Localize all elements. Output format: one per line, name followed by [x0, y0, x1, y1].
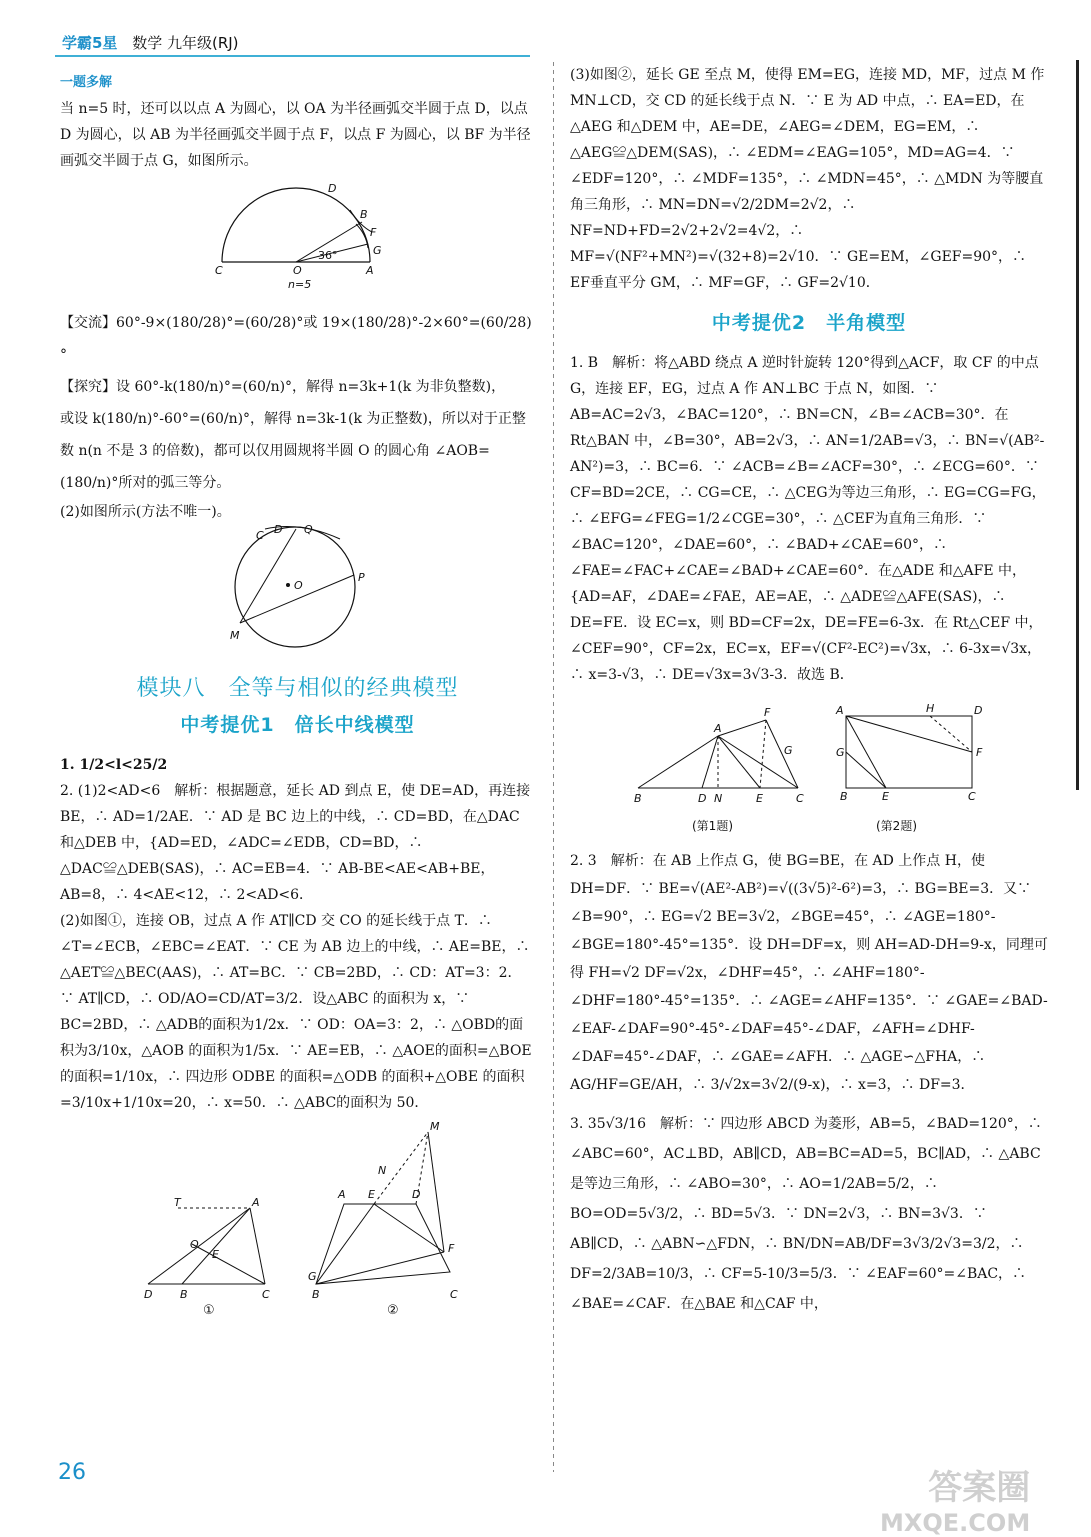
- svg-text:B: B: [840, 790, 848, 803]
- left-q1: 1. 1/2<l<25/2: [60, 757, 168, 773]
- circle-figure: [60, 525, 535, 655]
- svg-text:G: G: [373, 244, 382, 257]
- svg-text:A: A: [366, 264, 374, 277]
- svg-text:C: C: [450, 1288, 458, 1301]
- left-jiaoliu: 【交流】60°-9×(180/28)°=(60/28)°或 19×(180/28)°-2×60°=(60/28)°: [60, 315, 532, 363]
- svg-text:E: E: [882, 790, 889, 803]
- svg-text:M: M: [430, 1120, 440, 1133]
- svg-text:O: O: [190, 1238, 199, 1251]
- svg-text:C: C: [215, 264, 223, 277]
- left-q2a: 2. (1)2<AD<6 解析：根据题意，延长 AD 到点 E，使 DE=AD，再连接 BE，∴ AD=1/2AE．∵ AD 是 BC 边上的中线，∴ CD=BD，在△DAC 和△DEB 中，{AD=ED，∠ADC=∠EDB，CD=BD，∴ △DAC≌△DEB(SAS)，∴ AC=EB=4．∵ AB-BE<AE<AB+BE，AB=8，∴ 4<AE<12，∴ 2<AD<6．: [60, 783, 531, 903]
- svg-text:P: P: [358, 571, 365, 584]
- svg-text:A: A: [338, 1188, 346, 1201]
- svg-text:O: O: [294, 579, 303, 592]
- svg-text:D: D: [412, 1188, 421, 1201]
- svg-text:F: F: [448, 1242, 455, 1255]
- svg-text:C: C: [256, 529, 264, 542]
- svg-text:B: B: [634, 792, 642, 805]
- fig-caption-2: ②: [387, 1303, 399, 1318]
- watermark: [880, 1460, 1030, 1537]
- svg-text:E: E: [212, 1248, 219, 1261]
- svg-text:F: F: [370, 226, 377, 239]
- section-title-2: 中考提优2 半角模型: [711, 312, 907, 334]
- svg-text:F: F: [976, 746, 983, 759]
- svg-text:F: F: [764, 706, 771, 719]
- right-q3: 3. 35√3/16 解析：∵ 四边形 ABCD 为菱形，AB=5，∠BAD=120°，∴ ∠ABC=60°，AC⊥BD，AB∥CD，AB=BC=AD=5，BC∥AD，∴ △ABC是等边三角形，∴ ∠ABO=30°，∴ AO=1/2AB=5/2，∴ BO=OD=5√3/2，∴ BD=5√3．∵ DN=2√3，∴ BN=3√3．∵ AB∥CD，∴ △ABN∽△FDN，∴ BN/DN=AB/DF=3√3/2√3=3/2，∴ DF=2/3AB=10/3，∴ CF=5-10/3=5/3．∵ ∠EAF=60°=∠BAC，∴ ∠BAE=∠CAF．在△BAE 和△CAF 中，: [570, 1116, 1042, 1312]
- svg-text:G: G: [308, 1270, 317, 1283]
- right-p3: (3)如图②，延长 GE 至点 M，使得 EM=EG，连接 MD，MF，过点 M 作 MN⊥CD，交 CD 的延长线于点 N．∵ E 为 AD 中点，∴ EA=ED，在△AEG 和△DEM 中，AE=DE，∠AEG=∠DEM，EG=EM，∴ △AEG≌△DEM(SAS)，∴ ∠EDM=∠EAG=105°，MD=AG=4．∵ ∠EDF=120°，∴ ∠MDF=135°，∴ ∠MDN=45°，∴ △MDN 为等腰直角三角形，∴ MN=DN=√2/2DM=2√2，∴ NF=ND+FD=2√2+2√2=4√2，∴ MF=√(NF²+MN²)=√(32+8)=2√10．∵ GE=EM，∠GEF=90°，∴ EF垂直平分 GM，∴ MF=GF，∴ GF=2√10．: [570, 67, 1045, 291]
- subject-label: 数学 九年级(RJ): [132, 34, 239, 52]
- svg-text:D: D: [974, 704, 983, 717]
- svg-text:D: D: [144, 1288, 153, 1301]
- svg-text:M: M: [230, 629, 240, 642]
- svg-text:D: D: [698, 792, 707, 805]
- left-p1: 当 n=5 时，还可以以点 A 为圆心，以 OA 为半径画弧交半圆于点 D，以点 D 为圆心，以 AB 为半径画弧交半圆于点 F，以点 F 为圆心，以 BF 为半径画弧交半圆于点 G，如图所示。: [60, 101, 531, 169]
- svg-text:C: C: [262, 1288, 270, 1301]
- fig1-caption: n=5: [288, 278, 312, 291]
- page-header: [62, 32, 239, 53]
- header-rule: [55, 55, 530, 57]
- svg-text:Q: Q: [304, 523, 313, 536]
- left-tanjiu-1: 【探究】设 60°-k(180/n)°=(60/n)°，解得 n=3k+1(k 为非负整数)，: [60, 379, 506, 395]
- tip-tag: 一题多解: [60, 75, 113, 90]
- left-part2: (2)如图所示(方法不唯一)。: [60, 504, 231, 520]
- svg-text:B: B: [180, 1288, 188, 1301]
- svg-text:A: A: [714, 722, 722, 735]
- svg-text:G: G: [784, 744, 793, 757]
- svg-text:T: T: [174, 1196, 181, 1209]
- left-tanjiu-2: 或设 k(180/n)°-60°=(60/n)°，解得 n=3k-1(k 为正整数)，所以对于正整数 n(n 不是 3 的倍数)，都可以仅用圆规将半圆 O 的圆心角 ∠AOB=(180/n)°所对的弧三等分。: [60, 411, 526, 491]
- watermark-line-1: 答案圈: [928, 1468, 1031, 1508]
- brand-logo: 学霸5星: [62, 34, 118, 52]
- svg-text:C: C: [968, 790, 976, 803]
- right-column: [570, 62, 1048, 1319]
- svg-text:G: G: [836, 746, 845, 759]
- svg-text:A: A: [836, 704, 844, 717]
- svg-text:O: O: [293, 264, 302, 277]
- left-column: [60, 70, 535, 1325]
- svg-text:B: B: [360, 208, 368, 221]
- svg-text:A: A: [252, 1196, 260, 1209]
- right-q2: 2. 3 解析：在 AB 上作点 G，使 BG=BE，在 AD 上作点 H，使 DH=DF．∵ BE=√(AE²-AB²)=√((3√5)²-6²)=3，∴ BG=BE=3．又∵ ∠B=90°，∴ EG=√2 BE=3√2，∠BGE=45°，∴ ∠AGE=180°-∠BGE=180°-45°=135°．设 DH=DF=x，则 AH=AD-DH=9-x，同理可得 FH=√2 DF=√2x，∠DHF=45°，∴ ∠AHF=180°-∠DHF=180°-45°=135°．∴ ∠AGE=∠AHF=135°．∵ ∠GAE=∠BAD-∠EAF-∠DAF=90°-45°-∠DAF=45°-∠DAF，∠AFH=∠DHF-∠DAF=45°-∠DAF，∴ ∠GAE=∠AFH．∴ △AGE∽△FHA，∴ AG/HF=GE/AH，∴ 3/√2x=3√2/(9-x)，∴ x=3，∴ DF=3．: [570, 853, 1048, 1093]
- svg-text:36°: 36°: [318, 249, 338, 262]
- left-q2b: (2)如图①，连接 OB，过点 A 作 AT∥CD 交 CO 的延长线于点 T．∴ ∠T=∠ECB，∠EBC=∠EAT．∵ CE 为 AB 边上的中线，∴ AE=BE，∴ △AET≌△BEC(AAS)，∴ AT=BC．∵ CB=2BD，∴ CD：AT=3：2．∵ AT∥CD，∴ OD/AO=CD/AT=3/2．设△ABC 的面积为 x，∵ BC=2BD，∴ △ADB的面积为1/2x．∵ OD：OA=3：2，∴ △OBD的面积为3/10x，△AOB 的面积为1/5x．∵ AE=EB，∴ △AOE的面积=△BOE 的面积=1/10x，∴ 四边形 ODBE 的面积=△ODB 的面积+△OBE 的面积=3/10x+1/10x=20，∴ x=50．∴ △ABC的面积为 50．: [60, 913, 532, 1111]
- fig-cap-q1: (第1题): [692, 819, 733, 833]
- svg-text:D: D: [274, 523, 283, 536]
- page-edge: [1076, 60, 1079, 790]
- fig-cap-q2: (第2题): [876, 819, 917, 833]
- section-title-1: 中考提优1 倍长中线模型: [180, 714, 415, 736]
- figures-q1-q2: [570, 688, 1048, 838]
- fig-caption-1: ①: [203, 1303, 215, 1318]
- figures-1-2: [60, 1116, 535, 1316]
- svg-text:H: H: [926, 702, 935, 715]
- svg-text:B: B: [312, 1288, 320, 1301]
- semicircle-figure: [60, 174, 535, 291]
- column-divider: [553, 62, 554, 1472]
- svg-text:N: N: [378, 1164, 387, 1177]
- svg-text:E: E: [756, 792, 763, 805]
- watermark-line-2: MXQE.COM: [880, 1509, 1031, 1537]
- page-number: 26: [58, 1460, 86, 1485]
- svg-text:N: N: [714, 792, 723, 805]
- svg-text:C: C: [796, 792, 804, 805]
- module-title: 模块八 全等与相似的经典模型: [136, 676, 459, 701]
- svg-text:E: E: [368, 1188, 375, 1201]
- svg-text:D: D: [328, 182, 337, 195]
- right-q1: 1. B 解析：将△ABD 绕点 A 逆时针旋转 120°得到△ACF，取 CF 的中点 G，连接 EF，EG，过点 A 作 AN⊥BC 于点 N，如图．∵ AB=AC=2√3，∠BAC=120°，∴ BN=CN，∠B=∠ACB=30°．在 Rt△BAN 中，∠B=30°，AB=2√3，∴ AN=1/2AB=√3，∴ BN=√(AB²-AN²)=3，∴ BC=6．∵ ∠ACB=∠B=∠ACF=30°，∴ ∠ECG=60°．∵ CF=BD=2CE，∴ CG=CE，∴ △CEG为等边三角形，∴ EG=CG=FG，∴ ∠EFG=∠FEG=1/2∠CGE=30°，∴ △CEF为直角三角形．∵ ∠BAC=120°，∠DAE=60°，∴ ∠BAD+∠CAE=60°，∴ ∠FAE=∠FAC+∠CAE=∠BAD+∠CAE=60°．在△ADE 和△AFE 中，{AD=AF，∠DAE=∠FAE，AE=AE，∴ △ADE≌△AFE(SAS)，∴ DE=FE．设 EC=x，则 BD=CF=2x，DE=FE=6-3x．在 Rt△CEF 中，∠CEF=90°，CF=2x，EC=x，EF=√(CF²-EC²)=√3x，∴ 6-3x=√3x，∴ x=3-√3，∴ DE=√3x=3√3-3．故选 B．: [570, 355, 1046, 683]
